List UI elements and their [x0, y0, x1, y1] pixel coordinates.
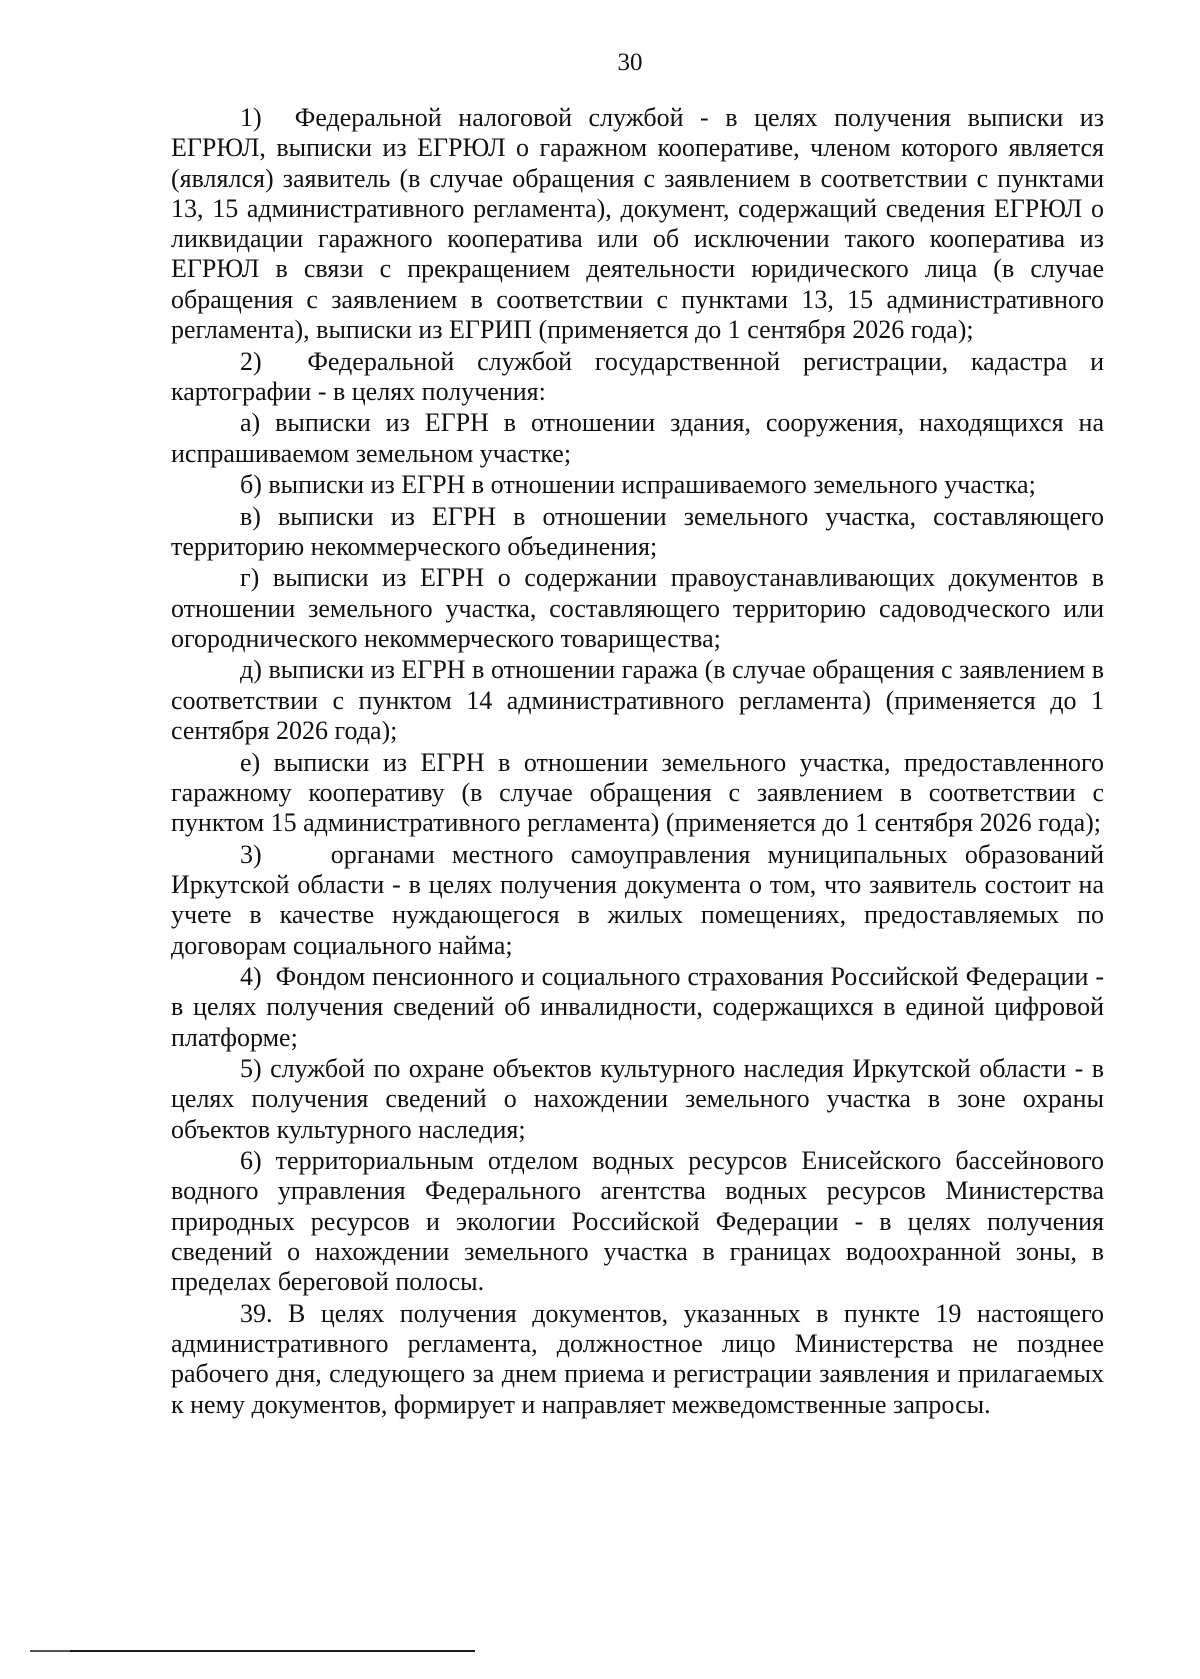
- paragraph-subitem-g: г) выписки из ЕГРН о содержании правоустанавливающих документов в отношении земельного участка, составляющего территорию садоводческого или огороднического некоммерческого товарищества;: [171, 563, 1104, 653]
- paragraph-subitem-b: б) выписки из ЕГРН в отношении испрашиваемого земельного участка;: [240, 470, 1036, 500]
- paragraph-item-5-heritage-service: 5) службой по охране объектов культурного наследия Иркутской области - в целях получения сведений о нахождении земельного участка в зоне охраны объектов культурного наследия;: [171, 1054, 1104, 1144]
- document-body: [171, 103, 1104, 1420]
- paragraph-subitem-e: е) выписки из ЕГРН в отношении земельного участка, предоставленного гаражному кооперативу (в случае обращения с заявлением в соответствии с пунктом 15 административного регламента) (применяется до 1 сентября 2026 года);: [171, 747, 1104, 838]
- paragraph-subitem-v: в) выписки из ЕГРН в отношении земельного участка, составляющего территорию некоммерческого объединения;: [171, 501, 1104, 561]
- paragraph-item-6-water-resources: 6) территориальным отделом водных ресурсов Енисейского бассейнового водного управления Федерального агентства водных ресурсов Министерства природных ресурсов и экологии Российской Федерации - в целях получения сведений о нахождении земельного участка в границах водоохранной зоны, в пределах береговой полосы.: [171, 1146, 1104, 1297]
- footer-rule: [30, 1650, 475, 1652]
- paragraph-item-2-rosreestr: 2) Федеральной службой государственной регистрации, кадастра и картографии - в целях получения:: [171, 346, 1104, 406]
- paragraph-subitem-a: а) выписки из ЕГРН в отношении здания, сооружения, находящихся на испрашиваемом земельном участке;: [171, 408, 1104, 468]
- paragraph-item-1-tax-service: 1) Федеральной налоговой службой - в целях получения выписки из ЕГРЮЛ, выписки из ЕГРЮЛ о гаражном кооперативе, членом которого является (являлся) заявитель (в случае обращения с заявлением в соответствии с пунктами 13, 15 административного регламента), документ, содержащий сведения ЕГРЮЛ о ликвидации гаражного кооператива или об исключении такого кооператива из ЕГРЮЛ в связи с прекращением деятельности юридического лица (в случае обращения с заявлением в соответствии с пунктами 13, 15 административного регламента), выписки из ЕГРИП (применяется до 1 сентября 2026 года);: [171, 103, 1104, 345]
- paragraph-item-4-pension-fund: 4) Фондом пенсионного и социального страхования Российской Федерации - в целях получения сведений об инвалидности, содержащихся в единой цифровой платформе;: [171, 962, 1104, 1052]
- paragraph-item-3-local-government: 3) органами местного самоуправления муниципальных образований Иркутской области - в целях получения документа о том, что заявитель состоит на учете в качестве нуждающегося в жилых помещениях, предоставляемых по договорам социального найма;: [171, 839, 1104, 960]
- paragraph-subitem-d: д) выписки из ЕГРН в отношении гаража (в случае обращения с заявлением в соответствии с пунктом 14 административного регламента) (применяется до 1 сентября 2026 года);: [171, 655, 1104, 746]
- paragraph-clause-39: 39. В целях получения документов, указанных в пункте 19 настоящего административного регламента, должностное лицо Министерства не позднее рабочего дня, следующего за днем приема и регистрации заявления и прилагаемых к нему документов, формирует и направляет межведомственные запросы.: [171, 1298, 1104, 1419]
- page-number: 30: [617, 49, 643, 76]
